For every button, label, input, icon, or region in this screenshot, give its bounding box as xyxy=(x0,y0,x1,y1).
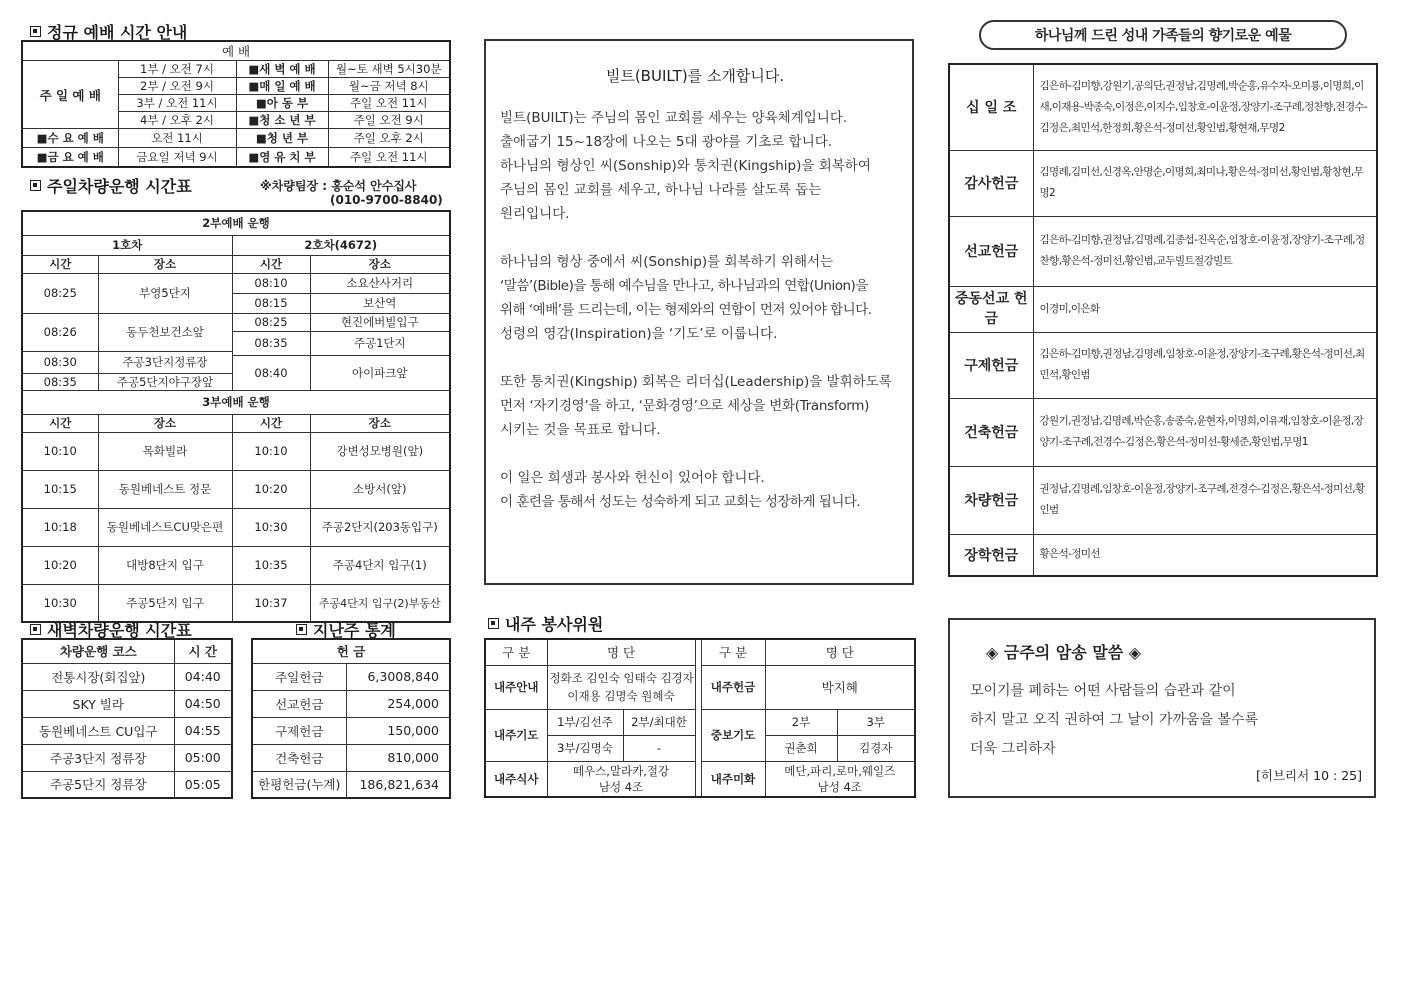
offering-donors: 김명례,김미선,신경옥,안명순,이명희,최미나,황은석-정미선,황인범,황창현,무명2 xyxy=(1033,150,1377,216)
car2-place: 아이파크앞 xyxy=(310,355,450,390)
third-time-2: 10:30 xyxy=(232,508,310,546)
built-line: 빌트(BUILT)는 주님의 몸인 교회를 세우는 양육체계입니다. xyxy=(500,110,848,126)
built-line: 원리입니다. xyxy=(500,206,570,222)
prayer-4: - xyxy=(623,735,695,761)
verse-line: 모이기를 폐하는 어떤 사람들의 습관과 같이 xyxy=(970,683,1236,699)
verse-ref: [히브리서 10 : 25] xyxy=(1256,768,1362,783)
stats-amount: 150,000 xyxy=(346,717,450,744)
car2-place: 소요산사거리 xyxy=(310,273,450,293)
verse-line: 더욱 그리하자 xyxy=(970,741,1056,757)
third-service-header: 3부예배 운행 xyxy=(22,390,450,414)
service-time-5: 주일 오후 2시 xyxy=(328,129,450,148)
offerings-title-pill xyxy=(979,20,1347,50)
offering-type: 건축헌금 xyxy=(949,398,1033,466)
dawn-col-course: 차량운행 코스 xyxy=(22,639,174,663)
stats-title: 지난주 통계 xyxy=(313,621,396,640)
third-place-1: 목화빌라 xyxy=(98,432,232,470)
meal-label: 내주식사 xyxy=(485,761,547,797)
servers-col-div: 구 분 xyxy=(485,639,547,665)
service-name-5: ■청 년 부 xyxy=(236,129,328,148)
servers-table xyxy=(484,638,916,798)
servers-col-names: 명 단 xyxy=(765,639,915,665)
dawn-course: 동원베네스트 CU입구 xyxy=(22,717,174,744)
third-place-1: 동원베네스트 정문 xyxy=(98,470,232,508)
verse-box xyxy=(948,618,1376,798)
car1-header: 1호차 xyxy=(22,235,232,255)
stats-label: 구제헌금 xyxy=(252,717,346,744)
service-time-1: 월~토 새벽 5시30분 xyxy=(328,61,450,78)
offering-type: 구제헌금 xyxy=(949,332,1033,398)
third-place-2: 주공2단지(203동입구) xyxy=(310,508,450,546)
square-bullet-icon xyxy=(30,26,41,37)
third-time-1: 10:18 xyxy=(22,508,98,546)
square-bullet-icon xyxy=(30,180,41,191)
offering-donors: 권정남,김명례,임창호-이윤정,장양기-조구례,전경수-김정은,황은석-정미선,황인범 xyxy=(1033,466,1377,534)
worship-title: 정규 예배 시간 안내 xyxy=(47,23,188,42)
dawn-time: 05:00 xyxy=(174,744,232,771)
offering-donors: 김은하-김미향,강원기,공의단,권정남,김명례,박순홍,유수자-오미룡,이명희,이새,이재용-박종숙,이정은,이지수,임창호-이윤정,장양기-조구례,정찬향,전경수-김정은,최민석,한정희,황은석-정미선,황인범,황현재,무명2 xyxy=(1033,64,1377,150)
stats-label: 건축헌금 xyxy=(252,744,346,771)
bus-section-title xyxy=(30,174,192,197)
service-name-6: ■영 유 치 부 xyxy=(236,148,328,167)
prayer-label: 내주기도 xyxy=(485,709,547,761)
bus-manager: ※차량팀장 : 홍순석 안수집사 xyxy=(260,179,417,193)
third-time-1: 10:30 xyxy=(22,584,98,622)
dawn-time: 05:05 xyxy=(174,771,232,798)
fri-time: 금요일 저녁 9시 xyxy=(118,148,236,167)
stats-label: 선교헌금 xyxy=(252,690,346,717)
dawn-title: 새벽차량운행 시간표 xyxy=(47,621,192,640)
worship-table xyxy=(21,40,451,168)
service-time-6: 주일 오전 11시 xyxy=(328,148,450,167)
offering-label: 내주헌금 xyxy=(701,665,765,709)
col-time: 시간 xyxy=(22,255,98,273)
dawn-course: 전통시장(회집앞) xyxy=(22,663,174,690)
beauty-names: 메단,파리,로마,웨일즈 xyxy=(784,763,896,778)
built-line: 주님의 몸인 교회를 세우고, 하나님 나라를 살도록 돕는 xyxy=(500,182,822,198)
second-service-header: 2부예배 운행 xyxy=(22,211,450,235)
interc-h1: 2부 xyxy=(765,709,837,735)
car2-time: 08:25 xyxy=(232,313,310,331)
servers-col-div: 구 분 xyxy=(701,639,765,665)
third-place-1: 대방8단지 입구 xyxy=(98,546,232,584)
third-place-2: 강변성모병원(앞) xyxy=(310,432,450,470)
prayer-1: 1부/김선주 xyxy=(547,709,623,735)
stats-amount: 254,000 xyxy=(346,690,450,717)
stats-header: 헌 금 xyxy=(252,639,450,663)
offering-type: 선교헌금 xyxy=(949,216,1033,286)
third-time-2: 10:37 xyxy=(232,584,310,622)
wed-time: 오전 11시 xyxy=(118,129,236,148)
square-bullet-icon xyxy=(488,618,499,629)
stats-amount: 6,3008,840 xyxy=(346,663,450,690)
offering-donors: 강원기,권정남,김명례,박순홍,송종숙,윤현자,이명희,이유재,임창호-이윤정,장양기-조구례,전경수-김정은,황은석-정미선-황세준,황인범,무명1 xyxy=(1033,398,1377,466)
sunday-service-2: 2부 / 오전 9시 xyxy=(118,78,236,95)
built-line: 이 일은 희생과 봉사와 헌신이 있어야 합니다. xyxy=(500,470,765,486)
stats-label: 한평헌금(누계) xyxy=(252,771,346,798)
fri-label: ■금 요 예 배 xyxy=(22,148,118,167)
col-time: 시간 xyxy=(232,255,310,273)
verse-line: 하지 말고 오직 권하여 그 날이 가까움을 볼수록 xyxy=(970,712,1259,728)
servers-col-names: 명 단 xyxy=(547,639,695,665)
third-place-1: 주공5단지 입구 xyxy=(98,584,232,622)
third-time-1: 10:10 xyxy=(22,432,98,470)
guide-names-2: 이재용 김명숙 원혜숙 xyxy=(567,689,675,703)
third-place-2: 소방서(앞) xyxy=(310,470,450,508)
third-place-2: 주공4단지 입구(1) xyxy=(310,546,450,584)
bus-phone: (010-9700-8840) xyxy=(330,193,443,207)
col-time: 시간 xyxy=(232,414,310,432)
sunday-label: 주 일 예 배 xyxy=(22,61,118,129)
interc-label: 중보기도 xyxy=(701,709,765,761)
verse-title: ◈ 금주의 암송 말씀 ◈ xyxy=(986,643,1142,662)
dawn-course: SKY 빌라 xyxy=(22,690,174,717)
built-line: 먼저 ‘자기경영’을 하고, ‘문화경영’으로 세상을 변화(Transform) xyxy=(500,398,870,414)
car2-place: 주공1단지 xyxy=(310,331,450,355)
third-time-1: 10:20 xyxy=(22,546,98,584)
service-time-4: 주일 오전 9시 xyxy=(328,112,450,129)
dawn-time: 04:40 xyxy=(174,663,232,690)
meal-names-2: 남성 4조 xyxy=(598,779,644,794)
car2-place: 현진에버빌입구 xyxy=(310,313,450,331)
offering-type: 십 일 조 xyxy=(949,64,1033,150)
square-bullet-icon xyxy=(296,624,307,635)
servers-title: 내주 봉사위원 xyxy=(505,615,604,634)
third-place-2: 주공4단지 입구(2)부동산 xyxy=(310,584,450,622)
sunday-service-3: 3부 / 오전 11시 xyxy=(118,95,236,112)
car1-place: 부영5단지 xyxy=(98,273,232,313)
car1-place: 동두천보건소앞 xyxy=(98,313,232,351)
offering-donors: 황은석-정미선 xyxy=(1033,534,1377,576)
car1-time: 08:25 xyxy=(22,273,98,313)
built-intro-box xyxy=(484,39,914,585)
col-place: 장소 xyxy=(98,414,232,432)
service-time-3: 주일 오전 11시 xyxy=(328,95,450,112)
meal-names: 떼우스,말라카,절강 xyxy=(572,763,670,778)
third-time-2: 10:20 xyxy=(232,470,310,508)
car2-header: 2호차(4672) xyxy=(232,235,450,255)
car2-time: 08:40 xyxy=(232,355,310,390)
prayer-3: 3부/김명숙 xyxy=(547,735,623,761)
built-title: 빌트(BUILT)를 소개합니다. xyxy=(605,67,785,85)
sunday-service-4: 4부 / 오후 2시 xyxy=(118,112,236,129)
interc-n1: 권춘희 xyxy=(765,735,837,761)
car1-place: 주공3단지정류장 xyxy=(98,351,232,373)
guide-label: 내주안내 xyxy=(485,665,547,709)
col-place: 장소 xyxy=(98,255,232,273)
offering-donors: 이경미,이은화 xyxy=(1033,286,1377,332)
servers-section-title xyxy=(488,612,603,635)
interc-h2: 3부 xyxy=(837,709,915,735)
offering-type: 차량헌금 xyxy=(949,466,1033,534)
car2-time: 08:15 xyxy=(232,293,310,313)
built-line: 하나님의 형상인 씨(Sonship)와 통치권(Kingship)을 회복하여 xyxy=(500,158,871,174)
col-place: 장소 xyxy=(310,255,450,273)
stats-label: 주일헌금 xyxy=(252,663,346,690)
built-line: 또한 통치권(Kingship) 회복은 리더십(Leadership)을 발휘하도록 xyxy=(500,374,892,390)
built-line: 이 훈련을 통해서 성도는 성숙하게 되고 교회는 성장하게 됩니다. xyxy=(500,494,861,510)
dawn-course: 주공5단지 정류장 xyxy=(22,771,174,798)
dawn-time: 04:55 xyxy=(174,717,232,744)
service-name-3: ■아 동 부 xyxy=(236,95,328,112)
third-time-2: 10:35 xyxy=(232,546,310,584)
dawn-col-time: 시 간 xyxy=(174,639,232,663)
car1-time: 08:26 xyxy=(22,313,98,351)
square-bullet-icon xyxy=(30,624,41,635)
car2-time: 08:10 xyxy=(232,273,310,293)
dawn-time: 04:50 xyxy=(174,690,232,717)
beauty-label: 내주미화 xyxy=(701,761,765,797)
offerings-title: 하나님께 드린 성내 가족들의 향기로운 예물 xyxy=(1034,28,1292,44)
built-line: 시키는 것을 목표로 합니다. xyxy=(500,422,661,438)
built-line: 성령의 영감(Inspiration)을 ‘기도’로 이룹니다. xyxy=(500,326,778,342)
offerings-table xyxy=(948,63,1378,577)
worship-header: 예 배 xyxy=(22,41,450,61)
third-time-1: 10:15 xyxy=(22,470,98,508)
built-line: ‘말씀’(Bible)을 통해 예수님을 만나고, 하나님과의 연합(Union)을 xyxy=(500,278,868,294)
car1-time: 08:35 xyxy=(22,373,98,390)
beauty-names-2: 남성 4조 xyxy=(817,779,862,794)
stats-amount: 186,821,634 xyxy=(346,771,450,798)
col-place: 장소 xyxy=(310,414,450,432)
dawn-course: 주공3단지 정류장 xyxy=(22,744,174,771)
offering-donors: 김은하-김미향,권정남,김명례,임창호-이윤정,장양기-조구례,황은석-정미선,최민석,황인범 xyxy=(1033,332,1377,398)
offering-type: 장학헌금 xyxy=(949,534,1033,576)
col-time: 시간 xyxy=(22,414,98,432)
car1-place: 주공5단지야구장앞 xyxy=(98,373,232,390)
wed-label: ■수 요 예 배 xyxy=(22,129,118,148)
interc-n2: 김경자 xyxy=(837,735,915,761)
offering-donors: 김은하-김미향,권정남,김명례,김종섭-진옥순,임창호-이윤정,장양기-조구례,정찬향,황은석-정미선,황인범,교두빌트절강빌트 xyxy=(1033,216,1377,286)
bus-table xyxy=(21,210,451,623)
built-line: 위해 ‘예배’를 드리는데, 이는 형제와의 연합이 먼저 있어야 합니다. xyxy=(500,302,872,318)
service-name-4: ■청 소 년 부 xyxy=(236,112,328,129)
built-line: 출애굽기 15~18장에 나오는 5대 광야를 기초로 합니다. xyxy=(500,134,833,150)
car1-time: 08:30 xyxy=(22,351,98,373)
sunday-service-1: 1부 / 오전 7시 xyxy=(118,61,236,78)
offering-type: 감사헌금 xyxy=(949,150,1033,216)
stats-table xyxy=(251,638,451,799)
bus-title: 주일차량운행 시간표 xyxy=(47,177,192,196)
car2-time: 08:35 xyxy=(232,331,310,355)
service-time-2: 월~금 저녁 8시 xyxy=(328,78,450,95)
third-place-1: 동원베네스트CU맞은편 xyxy=(98,508,232,546)
third-time-2: 10:10 xyxy=(232,432,310,470)
built-line: 하나님의 형상 중에서 씨(Sonship)를 회복하기 위해서는 xyxy=(500,254,834,270)
dawn-table xyxy=(21,638,233,799)
prayer-2: 2부/최대한 xyxy=(623,709,695,735)
offering-type: 중동선교 헌금 xyxy=(949,286,1033,332)
car2-place: 보산역 xyxy=(310,293,450,313)
service-name-2: ■매 일 예 배 xyxy=(236,78,328,95)
guide-names: 정화조 김인숙 임태숙 김경자 xyxy=(549,671,694,685)
offering-name: 박지혜 xyxy=(765,665,915,709)
service-name-1: ■새 벽 예 배 xyxy=(236,61,328,78)
stats-amount: 810,000 xyxy=(346,744,450,771)
